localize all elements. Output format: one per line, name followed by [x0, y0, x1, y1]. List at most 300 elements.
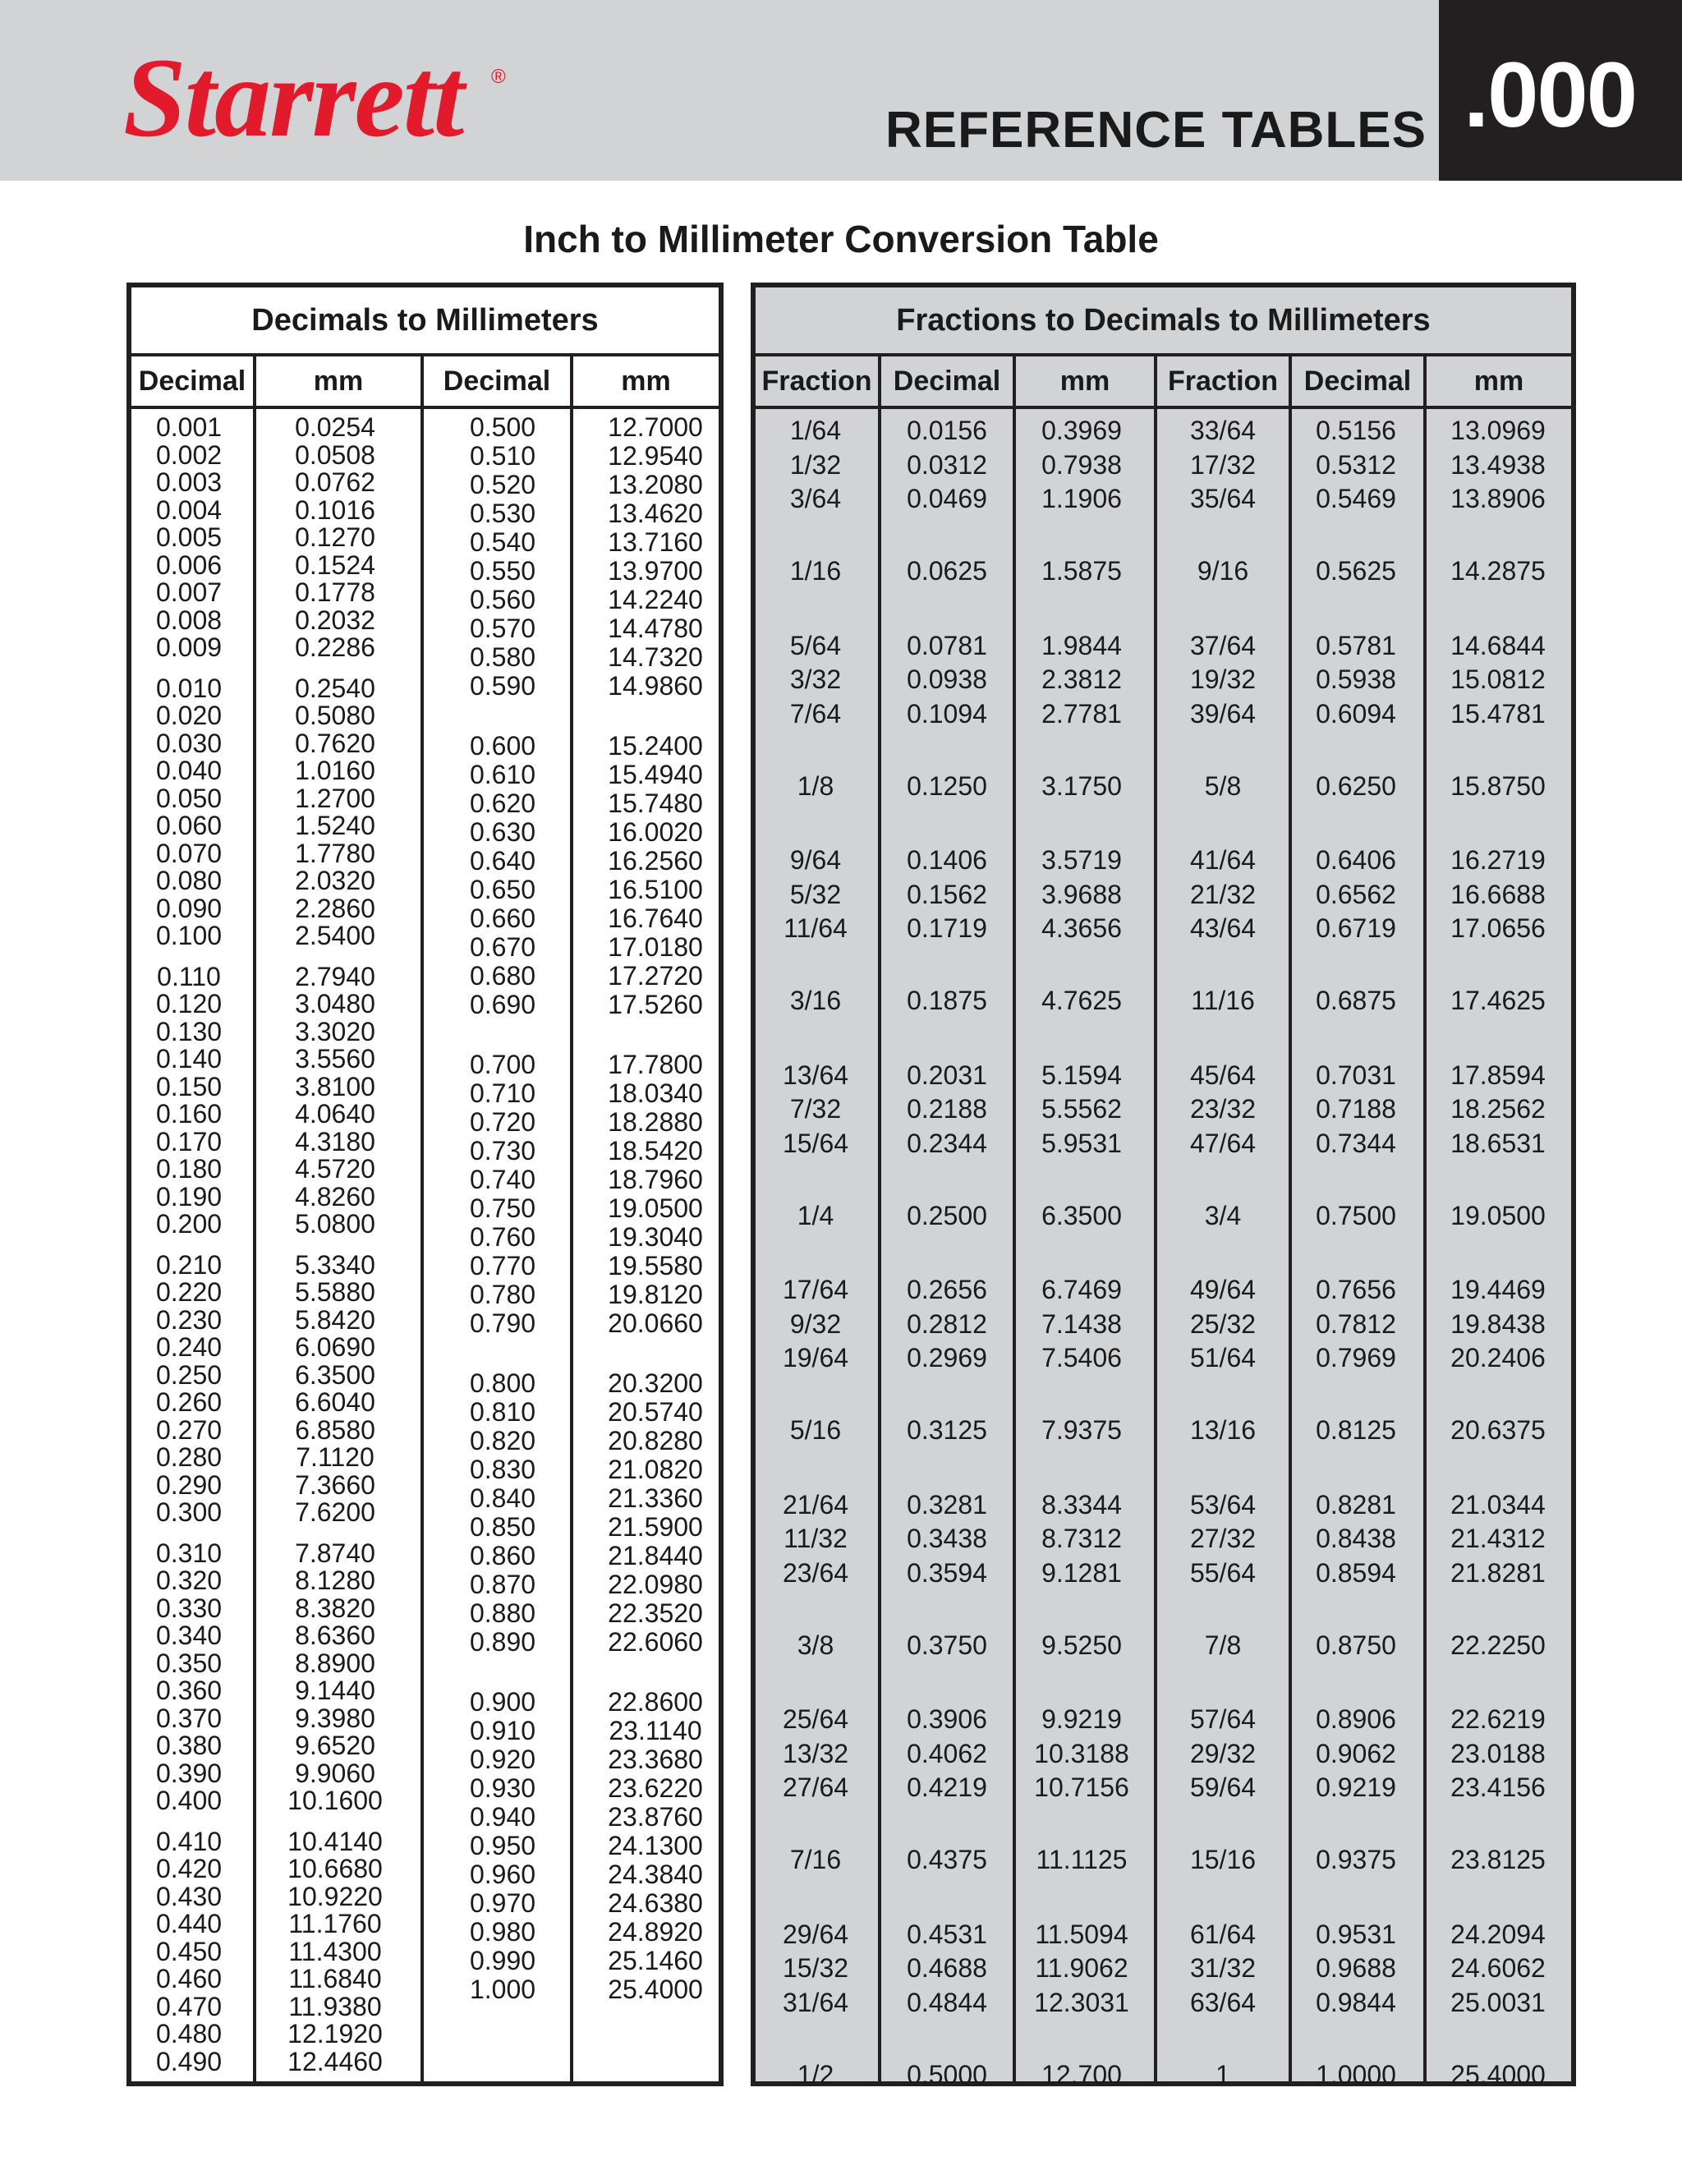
decimal-cell: 0.009 [155, 632, 223, 662]
decimal-cell: 0.870 [469, 1570, 536, 1599]
decimal-cell: 0.420 [155, 1854, 223, 1883]
fraction-cell: 3/32 [789, 664, 842, 694]
decimal-cell: 0.470 [155, 1991, 223, 2021]
mm-cell: 1.7780 [295, 838, 375, 868]
mm-cell: 9.5250 [1041, 1630, 1122, 1660]
mm-cell: 3.5560 [295, 1044, 375, 1074]
fraction-cell: 15/64 [782, 1128, 849, 1158]
column-header: Fraction [761, 366, 872, 397]
decimal-cell: 0.260 [155, 1387, 223, 1417]
decimal-cell: 0.005 [155, 522, 223, 552]
decimal-cell: 0.980 [469, 1917, 536, 1947]
decimal-cell: 0.110 [157, 961, 221, 991]
decimal-cell: 0.030 [155, 728, 223, 758]
mm-cell: 2.3812 [1041, 664, 1122, 694]
decimal-cell: 0.850 [469, 1512, 536, 1542]
decimal-cell: 0.760 [469, 1222, 536, 1252]
mm-cell: 11.1760 [288, 1909, 382, 1938]
column-divider [570, 356, 573, 2081]
mm-cell: 14.2240 [608, 585, 703, 614]
decimal-cell: 0.360 [155, 1676, 223, 1705]
decimal-cell: 0.6094 [1316, 698, 1396, 729]
fraction-cell: 11/16 [1191, 986, 1255, 1015]
decimal-cell: 0.040 [155, 756, 223, 785]
fraction-cell: 3/64 [789, 484, 842, 513]
fraction-cell: 51/64 [1189, 1343, 1257, 1372]
mm-cell: 24.6062 [1450, 1953, 1546, 1983]
mm-cell: 11.1125 [1036, 1845, 1128, 1874]
fraction-cell: 7/64 [789, 698, 842, 729]
mm-cell: 10.7156 [1034, 1772, 1129, 1802]
mm-cell: 10.9220 [287, 1881, 383, 1911]
fraction-cell: 33/64 [1189, 416, 1257, 445]
mm-cell: 2.7781 [1041, 698, 1122, 729]
left-header-row [131, 356, 719, 409]
decimal-cell: 0.001 [155, 412, 223, 442]
mm-cell: 3.5719 [1041, 845, 1122, 875]
mm-cell: 13.2080 [608, 470, 703, 499]
mm-cell: 12.1920 [287, 2019, 383, 2048]
decimal-cell: 0.4531 [907, 1919, 987, 1949]
mm-cell: 4.5720 [295, 1154, 375, 1184]
decimal-cell: 0.7188 [1316, 1094, 1396, 1124]
mm-cell: 11.4300 [288, 1936, 382, 1966]
fraction-cell: 43/64 [1189, 913, 1257, 943]
mm-cell: 13.9700 [608, 556, 703, 586]
decimal-cell: 0.9375 [1316, 1845, 1396, 1874]
decimal-cell: 0.280 [155, 1442, 223, 1472]
decimal-cell: 0.160 [155, 1099, 223, 1129]
decimal-cell: 0.9531 [1316, 1919, 1396, 1949]
decimal-cell: 0.620 [469, 789, 536, 818]
mm-cell: 10.4140 [287, 1826, 383, 1856]
decimal-cell: 0.390 [155, 1758, 223, 1788]
mm-cell: 23.6220 [608, 1773, 703, 1803]
mm-cell: 16.6688 [1450, 879, 1546, 909]
decimal-cell: 1.0000 [1316, 2059, 1396, 2090]
column-divider [253, 356, 256, 2081]
fraction-cell: 9/16 [1197, 556, 1249, 586]
mm-cell: 12.7000 [608, 412, 703, 442]
fraction-cell: 35/64 [1189, 484, 1257, 513]
mm-cell: 20.2406 [1450, 1343, 1546, 1372]
decimal-cell: 0.8281 [1316, 1489, 1396, 1520]
decimal-cell: 0.9688 [1316, 1953, 1396, 1983]
mm-cell: 5.9531 [1041, 1128, 1122, 1158]
decimal-cell: 0.020 [155, 701, 223, 730]
fraction-cell: 7/16 [789, 1845, 842, 1874]
fraction-cell: 15/16 [1189, 1845, 1257, 1874]
decimal-cell: 0.060 [155, 811, 223, 840]
mm-cell: 0.2286 [295, 632, 375, 662]
mm-cell: 7.3660 [295, 1469, 375, 1500]
fraction-cell: 39/64 [1189, 698, 1257, 729]
column-header: Fraction [1167, 366, 1279, 397]
fraction-cell: 5/16 [789, 1415, 842, 1445]
decimal-cell: 0.6562 [1316, 879, 1396, 909]
mm-cell: 14.7320 [608, 642, 703, 672]
decimal-cell: 0.1406 [907, 845, 987, 875]
decimal-cell: 0.820 [469, 1426, 536, 1455]
mm-cell: 12.3031 [1034, 1987, 1129, 2017]
mm-cell: 8.8900 [295, 1648, 375, 1678]
mm-cell: 23.8125 [1450, 1845, 1546, 1874]
decimal-cell: 0.3594 [907, 1557, 987, 1588]
mm-cell: 6.7469 [1041, 1275, 1122, 1304]
fraction-cell: 19/32 [1189, 664, 1257, 694]
mm-cell: 3.1750 [1041, 770, 1122, 801]
mm-cell: 21.0820 [608, 1455, 703, 1484]
mm-cell: 2.7940 [295, 961, 375, 991]
decimal-cell: 0.960 [469, 1860, 536, 1889]
mm-cell: 5.5562 [1041, 1094, 1122, 1124]
fraction-cell: 5/64 [789, 630, 842, 660]
decimal-cell: 0.290 [155, 1469, 223, 1500]
decimal-cell: 0.0781 [907, 630, 987, 660]
mm-cell: 23.3680 [608, 1745, 703, 1774]
decimal-cell: 0.1094 [907, 698, 987, 729]
fraction-cell: 17/32 [1189, 449, 1257, 480]
decimal-cell: 0.610 [469, 760, 536, 789]
mm-cell: 15.8750 [1450, 770, 1546, 801]
decimal-cell: 0.410 [155, 1826, 223, 1856]
mm-cell: 15.0812 [1450, 664, 1546, 694]
decimal-cell: 0.780 [469, 1280, 536, 1309]
fraction-cell: 63/64 [1189, 1987, 1257, 2017]
mm-cell: 6.3500 [1041, 1200, 1122, 1230]
decimal-cell: 0.180 [155, 1154, 223, 1184]
decimal-cell: 0.2812 [907, 1308, 987, 1339]
mm-cell: 19.3040 [608, 1222, 703, 1252]
mm-cell: 0.0762 [295, 467, 375, 497]
mm-cell: 18.6531 [1450, 1128, 1546, 1158]
decimal-cell: 0.500 [469, 412, 536, 442]
decimal-cell: 0.520 [469, 470, 536, 499]
decimal-cell: 0.6875 [1316, 986, 1396, 1015]
decimal-cell: 0.540 [469, 527, 536, 557]
mm-cell: 8.3344 [1041, 1489, 1122, 1520]
mm-cell: 18.7960 [608, 1165, 703, 1194]
mm-cell: 1.1906 [1041, 484, 1122, 513]
decimal-cell: 0.8125 [1316, 1415, 1396, 1445]
mm-cell: 19.4469 [1450, 1275, 1546, 1304]
mm-cell: 17.4625 [1450, 986, 1546, 1015]
decimal-cell: 0.640 [469, 846, 536, 876]
mm-cell: 4.3656 [1041, 913, 1122, 943]
decimal-cell: 0.7812 [1316, 1308, 1396, 1339]
mm-cell: 13.4938 [1450, 449, 1546, 480]
decimal-cell: 0.5312 [1316, 449, 1396, 480]
starrett-logo: Starrett [123, 34, 463, 160]
decimal-cell: 0.5000 [907, 2059, 987, 2090]
decimal-cell: 0.580 [469, 642, 536, 672]
column-header: Decimal [893, 366, 1001, 397]
decimal-cell: 0.0156 [907, 416, 987, 445]
fraction-cell: 27/32 [1189, 1524, 1257, 1553]
fraction-cell: 1/64 [789, 416, 842, 445]
mm-cell: 2.2860 [295, 893, 375, 923]
mm-cell: 5.0800 [295, 1209, 375, 1239]
decimal-cell: 0.690 [469, 990, 536, 1019]
fraction-cell: 57/64 [1189, 1704, 1257, 1734]
mm-cell: 8.7312 [1041, 1524, 1122, 1553]
fraction-cell: 25/32 [1189, 1308, 1257, 1339]
mm-cell: 24.6380 [608, 1888, 703, 1918]
decimal-cell: 0.3281 [907, 1489, 987, 1520]
column-divider [1013, 356, 1016, 2081]
decimal-cell: 0.7031 [1316, 1060, 1396, 1090]
mm-cell: 7.8740 [295, 1538, 375, 1568]
decimal-cell: 0.380 [155, 1731, 223, 1760]
fraction-cell: 3/8 [797, 1630, 834, 1660]
column-header: Decimal [138, 366, 246, 397]
mm-cell: 0.3969 [1041, 416, 1122, 445]
mm-cell: 16.7640 [608, 903, 703, 933]
mm-cell: 9.9060 [295, 1758, 375, 1788]
mm-cell: 11.9062 [1035, 1953, 1128, 1983]
decimal-cell: 0.2188 [907, 1094, 987, 1124]
fraction-cell: 53/64 [1189, 1489, 1257, 1520]
mm-cell: 23.8760 [608, 1802, 703, 1832]
mm-cell: 3.8100 [295, 1071, 375, 1101]
decimal-cell: 0.0469 [907, 484, 987, 513]
decimal-cell: 0.130 [155, 1016, 223, 1046]
mm-cell: 0.7938 [1041, 449, 1122, 480]
mm-cell: 4.3180 [295, 1126, 375, 1156]
decimal-cell: 0.9062 [1316, 1738, 1396, 1768]
decimal-cell: 0.430 [155, 1881, 223, 1911]
fraction-cell: 7/8 [1204, 1630, 1242, 1660]
mm-cell: 1.5875 [1041, 556, 1122, 586]
mm-cell: 13.0969 [1450, 416, 1546, 445]
mm-cell: 0.1778 [295, 577, 375, 607]
mm-cell: 1.0160 [295, 756, 375, 785]
decimal-cell: 0.080 [155, 866, 223, 895]
fraction-cell: 45/64 [1189, 1060, 1257, 1090]
mm-cell: 21.8281 [1450, 1557, 1546, 1588]
fractions-to-decimals-table [751, 283, 1576, 2090]
decimal-cell: 0.550 [469, 556, 536, 586]
decimal-cell: 0.9219 [1316, 1772, 1396, 1802]
fraction-cell: 1/16 [789, 556, 842, 586]
decimal-cell: 0.7344 [1316, 1128, 1396, 1158]
decimal-cell: 0.240 [155, 1332, 223, 1362]
mm-cell: 8.1280 [295, 1566, 375, 1595]
decimal-cell: 0.3125 [907, 1415, 987, 1445]
mm-cell: 0.1016 [295, 494, 375, 525]
fraction-cell: 21/64 [782, 1489, 849, 1520]
decimal-cell: 0.1250 [907, 770, 987, 801]
mm-cell: 9.6520 [295, 1731, 375, 1760]
mm-cell: 20.3200 [608, 1368, 703, 1398]
fraction-cell: 11/32 [784, 1524, 848, 1553]
decimal-cell: 0.990 [469, 1946, 536, 1975]
fraction-cell: 11/64 [784, 913, 848, 943]
decimal-cell: 0.250 [155, 1359, 223, 1390]
fraction-cell: 55/64 [1189, 1557, 1257, 1588]
mm-cell: 20.5740 [608, 1397, 703, 1427]
fraction-cell: 23/64 [782, 1557, 849, 1588]
decimal-cell: 0.920 [469, 1745, 536, 1774]
decimal-cell: 0.890 [469, 1627, 536, 1657]
mm-cell: 7.1120 [296, 1442, 375, 1472]
mm-cell: 17.8594 [1450, 1060, 1546, 1090]
mm-cell: 5.5880 [295, 1277, 375, 1307]
column-divider [1423, 356, 1427, 2081]
decimal-cell: 0.8594 [1316, 1557, 1396, 1588]
mm-cell: 24.8920 [608, 1917, 703, 1947]
fraction-cell: 13/32 [782, 1738, 849, 1768]
decimal-cell: 0.210 [155, 1249, 223, 1280]
column-divider [420, 356, 424, 2081]
decimal-cell: 0.4062 [907, 1738, 987, 1768]
decimal-cell: 0.970 [469, 1888, 536, 1918]
fraction-cell: 23/32 [1189, 1094, 1257, 1124]
decimal-cell: 0.510 [469, 441, 536, 471]
mm-cell: 5.3340 [295, 1249, 375, 1280]
decimal-cell: 0.0938 [907, 664, 987, 694]
mm-cell: 19.0500 [1450, 1200, 1546, 1230]
mm-cell: 23.0188 [1450, 1738, 1546, 1768]
decimal-cell: 0.350 [155, 1648, 223, 1678]
decimal-cell: 0.2500 [907, 1200, 987, 1230]
mm-cell: 4.8260 [295, 1181, 375, 1212]
mm-cell: 16.0020 [608, 817, 703, 847]
decimal-cell: 0.100 [155, 921, 223, 950]
fraction-cell: 9/32 [789, 1308, 842, 1339]
decimal-cell: 0.700 [469, 1050, 536, 1079]
fraction-cell: 15/32 [782, 1953, 849, 1983]
mm-cell: 5.1594 [1041, 1060, 1122, 1090]
mm-cell: 24.2094 [1450, 1919, 1546, 1949]
decimal-cell: 0.9844 [1316, 1987, 1396, 2017]
mm-cell: 6.3500 [295, 1359, 375, 1390]
decimal-cell: 0.330 [155, 1593, 223, 1623]
decimal-cell: 0.1875 [907, 986, 987, 1015]
decimal-cell: 0.310 [155, 1538, 223, 1568]
decimal-cell: 0.3438 [907, 1524, 987, 1553]
mm-cell: 14.2875 [1450, 556, 1546, 586]
mm-cell: 19.8120 [608, 1280, 703, 1309]
mm-cell: 16.2560 [608, 846, 703, 876]
decimal-cell: 0.140 [155, 1044, 223, 1074]
mm-cell: 22.2250 [1450, 1630, 1546, 1660]
mm-cell: 17.7800 [608, 1050, 703, 1079]
mm-cell: 19.8438 [1450, 1308, 1546, 1339]
decimal-cell: 0.8906 [1316, 1704, 1396, 1734]
mm-cell: 22.6219 [1450, 1704, 1546, 1734]
decimal-cell: 0.900 [469, 1687, 536, 1717]
decimal-cell: 0.750 [469, 1193, 536, 1223]
mm-cell: 3.3020 [295, 1016, 375, 1046]
mm-cell: 12.9540 [608, 441, 703, 471]
decimal-cell: 0.4375 [907, 1845, 987, 1874]
fraction-cell: 13/16 [1189, 1415, 1257, 1445]
decimal-cell: 0.790 [469, 1308, 536, 1338]
mm-cell: 9.9219 [1041, 1704, 1122, 1734]
decimal-cell: 0.450 [155, 1936, 223, 1966]
decimal-cell: 0.710 [469, 1078, 536, 1108]
decimal-cell: 0.006 [155, 549, 223, 580]
mm-cell: 0.7620 [295, 728, 375, 758]
decimal-cell: 0.270 [155, 1414, 223, 1445]
fraction-cell: 59/64 [1189, 1772, 1257, 1802]
decimal-cell: 0.880 [469, 1598, 536, 1628]
fraction-cell: 1/4 [797, 1200, 834, 1230]
mm-cell: 13.4620 [608, 499, 703, 528]
decimal-cell: 0.2969 [907, 1343, 987, 1372]
mm-cell: 22.8600 [608, 1687, 703, 1717]
badge-box [1439, 0, 1682, 181]
decimal-cell: 0.860 [469, 1541, 536, 1570]
mm-cell: 15.7480 [608, 789, 703, 818]
decimal-cell: 0.600 [469, 731, 536, 761]
mm-cell: 21.0344 [1450, 1489, 1546, 1520]
mm-cell: 0.1524 [295, 549, 375, 580]
decimal-cell: 0.6719 [1316, 913, 1396, 943]
mm-cell: 5.8420 [295, 1304, 375, 1335]
decimal-cell: 0.440 [155, 1909, 223, 1938]
fraction-cell: 1/8 [797, 770, 834, 801]
mm-cell: 24.3840 [608, 1860, 703, 1889]
decimal-cell: 0.5938 [1316, 664, 1396, 694]
mm-cell: 4.7625 [1041, 986, 1122, 1015]
mm-cell: 7.6200 [295, 1497, 375, 1527]
decimal-cell: 0.7656 [1316, 1275, 1396, 1304]
fraction-cell: 5/8 [1204, 770, 1242, 801]
decimal-cell: 0.8750 [1316, 1630, 1396, 1660]
decimal-cell: 0.320 [155, 1566, 223, 1595]
decimal-cell: 0.6406 [1316, 845, 1396, 875]
decimal-cell: 0.910 [469, 1716, 536, 1745]
decimal-cell: 0.003 [155, 467, 223, 497]
mm-cell: 20.6375 [1450, 1415, 1546, 1445]
fraction-cell: 3/4 [1204, 1200, 1242, 1230]
mm-cell: 7.9375 [1041, 1415, 1122, 1445]
mm-cell: 1.5240 [295, 811, 375, 840]
decimal-cell: 0.950 [469, 1831, 536, 1860]
decimal-cell: 0.770 [469, 1251, 536, 1281]
decimal-cell: 0.400 [155, 1786, 223, 1815]
decimal-cell: 0.5469 [1316, 484, 1396, 513]
decimal-cell: 0.2656 [907, 1275, 987, 1304]
mm-cell: 3.0480 [295, 989, 375, 1018]
decimal-cell: 0.810 [469, 1397, 536, 1427]
decimal-cell: 0.2344 [907, 1128, 987, 1158]
fraction-cell: 49/64 [1189, 1275, 1257, 1304]
decimal-cell: 0.340 [155, 1621, 223, 1650]
mm-cell: 0.2032 [295, 605, 375, 635]
decimal-cell: 1.000 [469, 1975, 536, 2004]
decimal-cell: 0.0312 [907, 449, 987, 480]
mm-cell: 18.2880 [608, 1107, 703, 1137]
mm-cell: 22.6060 [608, 1627, 703, 1657]
fraction-cell: 27/64 [782, 1772, 849, 1802]
fraction-cell: 29/32 [1189, 1738, 1257, 1768]
mm-cell: 9.1440 [295, 1676, 375, 1705]
decimal-cell: 0.5625 [1316, 556, 1396, 586]
left-table-title: Decimals to Millimeters [131, 287, 719, 356]
decimal-cell: 0.930 [469, 1773, 536, 1803]
decimal-cell: 0.560 [469, 585, 536, 614]
mm-cell: 21.4312 [1450, 1524, 1546, 1553]
mm-cell: 25.1460 [608, 1946, 703, 1975]
column-header: Decimal [443, 366, 551, 397]
fraction-cell: 1 [1216, 2059, 1230, 2090]
mm-cell: 18.5420 [608, 1136, 703, 1166]
mm-cell: 25.0031 [1450, 1987, 1546, 2017]
mm-cell: 15.2400 [608, 731, 703, 761]
